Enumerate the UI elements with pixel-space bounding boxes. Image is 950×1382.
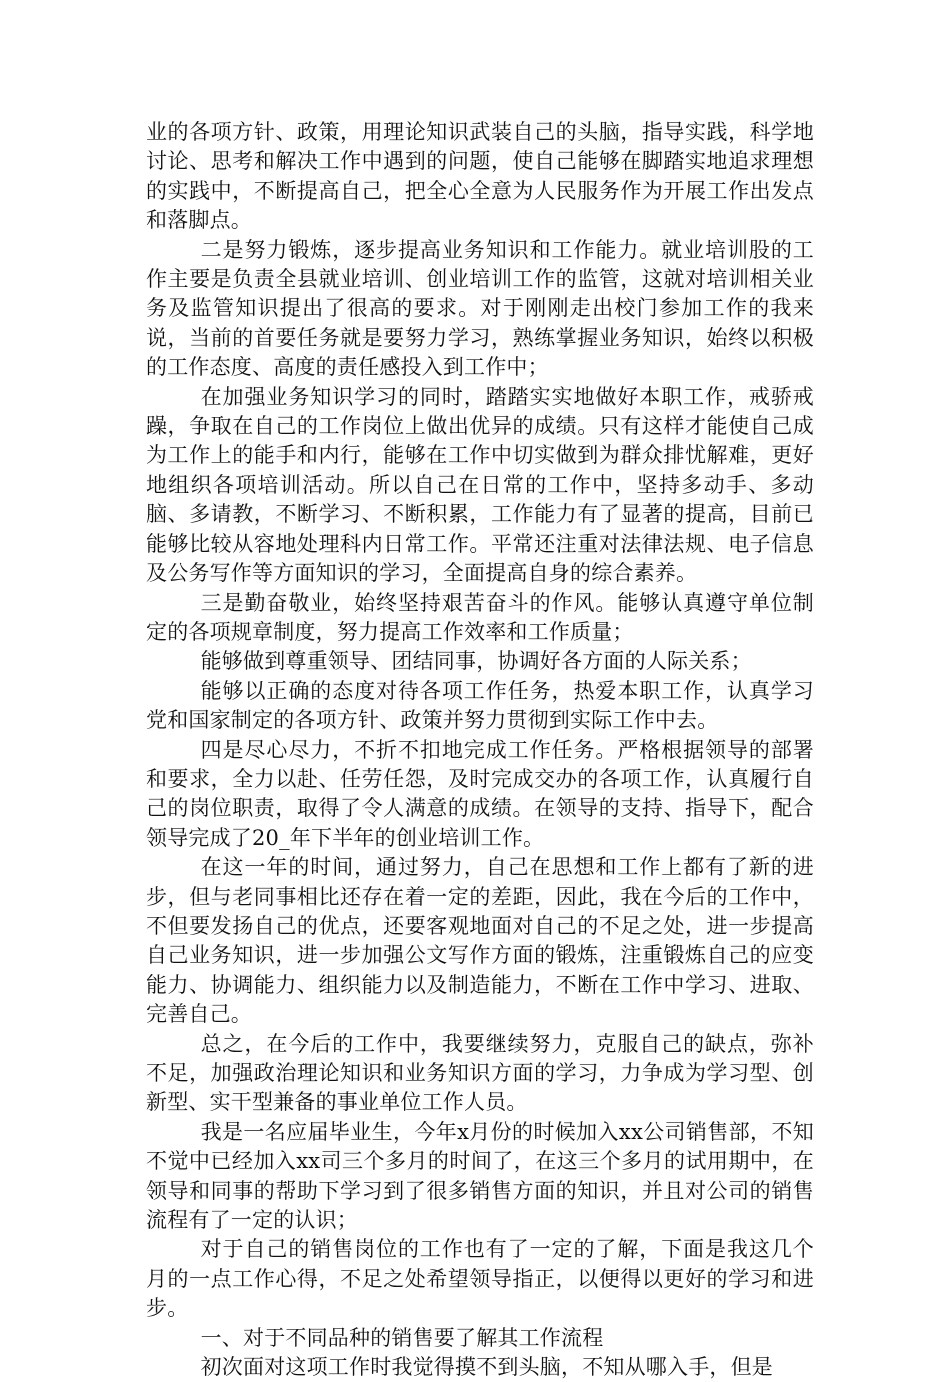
paragraph: 能够做到尊重领导、团结同事，协调好各方面的人际关系；: [200, 649, 752, 674]
paragraph: 初次面对这项工作时我觉得摸不到头脑，不知从哪入手，但是: [200, 1355, 773, 1380]
paragraph: 三是勤奋敬业，始终坚持艰苦奋斗的作风。能够认真遵守单位制定的各项规章制度，努力提高工作效率和工作质量；: [146, 590, 814, 644]
paragraph: 对于自己的销售岗位的工作也有了一定的了解，下面是我这几个月的一点工作心得，不足之处希望领导指正，以便得以更好的学习和进步。: [146, 1237, 814, 1321]
paragraph: 在加强业务知识学习的同时，踏踏实实地做好本职工作，戒骄戒躁，争取在自己的工作岗位上做出优异的成绩。只有这样才能使自己成为工作上的能手和内行，能够在工作中切实做到为群众排忧解难，更好地组织各项培训活动。所以自己在日常的工作中，坚持多动手、多动脑、多请教，不断学习、不断积累，工作能力有了显著的提高，目前已能够比较从容地处理科内日常工作。平常还注重对法律法规、电子信息及公务写作等方面知识的学习，全面提高自身的综合素养。: [146, 384, 814, 586]
paragraph: 能够以正确的态度对待各项工作任务，热爱本职工作，认真学习党和国家制定的各项方针、政策并努力贯彻到实际工作中去。: [146, 678, 814, 733]
paragraph: 二是努力锻炼，逐步提高业务知识和工作能力。就业培训股的工作主要是负责全县就业培训、创业培训工作的监管，这就对培训相关业务及监管知识提出了很高的要求。对于刚刚走出校门参加工作的我来说，当前的首要任务就是要努力学习，熟练掌握业务知识，始终以积极的工作态度、高度的责任感投入到工作中；: [146, 237, 814, 380]
document-body: [146, 118, 814, 1382]
paragraph: 在这一年的时间，通过努力，自己在思想和工作上都有了新的进步，但与老同事相比还存在着一定的差距，因此，我在今后的工作中，不但要发扬自己的优点，还要客观地面对自己的不足之处，进一步提高自己业务知识，进一步加强公文写作方面的锻炼，注重锻炼自己的应变能力、协调能力、组织能力以及制造能力，不断在工作中学习、进取、完善自己。: [146, 855, 814, 1027]
paragraph: 我是一名应届毕业生，今年x月份的时候加入xx公司销售部，不知不觉中已经加入xx司三个多月的时间了，在这三个多月的试用期中，在领导和同事的帮助下学习到了很多销售方面的知识，并且对公司的销售流程有了一定的认识；: [146, 1119, 814, 1233]
section-heading: 一、对于不同品种的销售要了解其工作流程: [200, 1325, 604, 1350]
paragraph: 业的各项方针、政策，用理论知识武装自己的头脑，指导实践，科学地讨论、思考和解决工作中遇到的问题，使自己能够在脚踏实地追求理想的实践中，不断提高自己，把全心全意为人民服务作为开展工作出发点和落脚点。: [146, 120, 814, 233]
paragraph: 总之，在今后的工作中，我要继续努力，克服自己的缺点，弥补不足，加强政治理论知识和业务知识方面的学习，力争成为学习型、创新型、实干型兼备的事业单位工作人员。: [146, 1031, 814, 1115]
paragraph: 四是尽心尽力，不折不扣地完成工作任务。严格根据领导的部署和要求，全力以赴、任劳任怨，及时完成交办的各项工作，认真履行自己的岗位职责，取得了令人满意的成绩。在领导的支持、指导下，配合领导完成了20_年下半年的创业培训工作。: [146, 737, 814, 850]
